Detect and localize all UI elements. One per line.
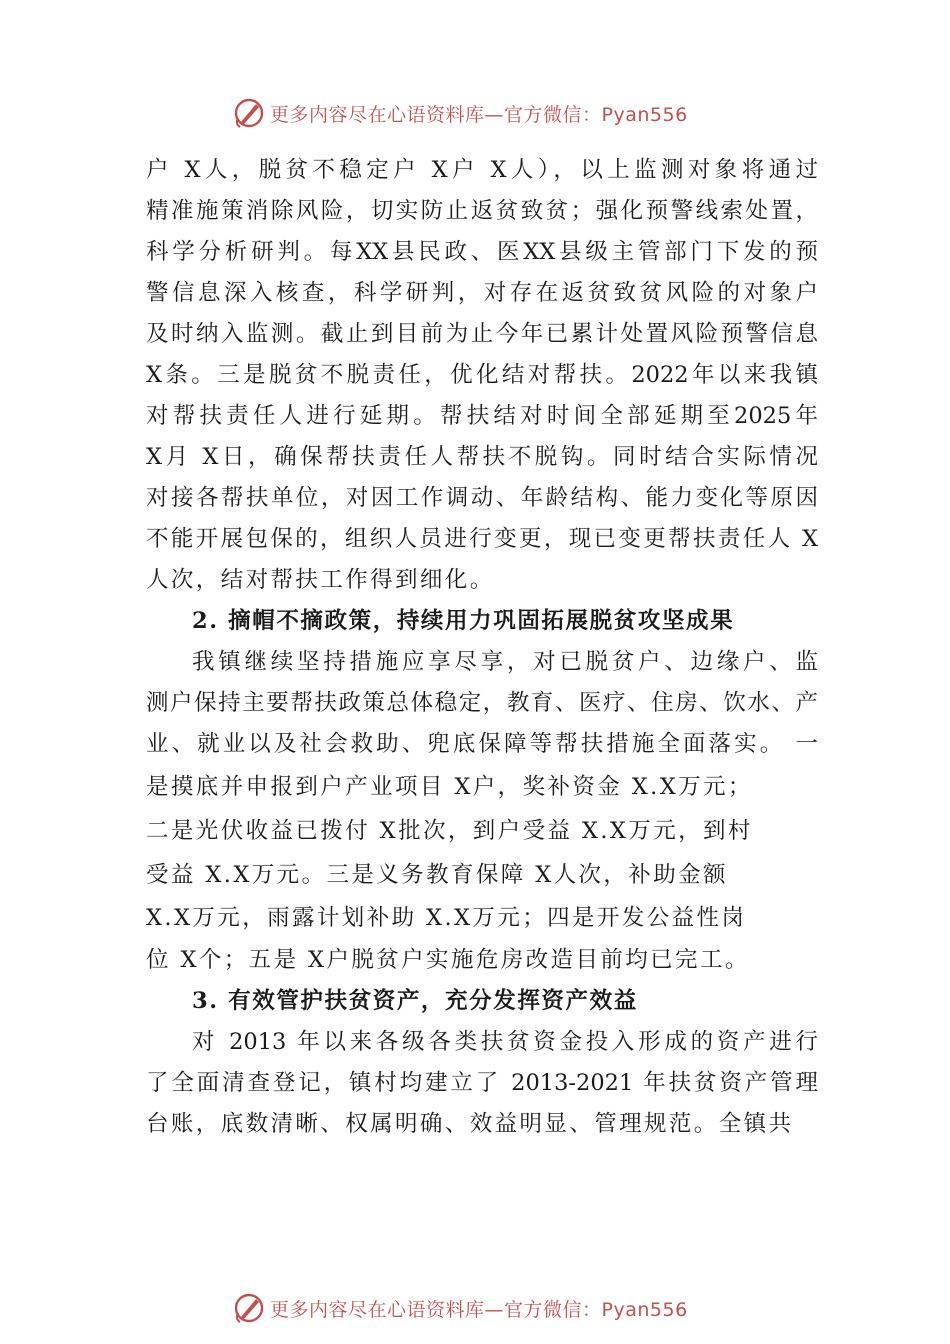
text-line: 对接各帮扶单位，对因工作调动、年龄结构、能力变化等原因	[146, 485, 818, 511]
text-line: 二是光伏收益已拨付 X批次，到户受益 X.X万元，到村	[146, 818, 753, 844]
text-line: 对帮扶责任人进行延期。帮扶结对时间全部延期至2025年	[146, 403, 818, 429]
text-line: 警信息深入核查，科学研判，对存在返贫致贫风险的对象户	[146, 280, 818, 306]
pen-circle-logo-icon	[232, 1291, 266, 1325]
text-line: 对 2013 年以来各级各类扶贫资金投入形成的资产进行	[192, 1029, 818, 1055]
text-line: 测户保持主要帮扶政策总体稳定，教育、医疗、住房、饮水、产	[146, 690, 818, 716]
text-line: 及时纳入监测。截止到目前为止今年已累计处置风险预警信息	[146, 321, 818, 347]
text-line: 精准施策消除风险，切实防止返贫致贫；强化预警线索处置，	[146, 198, 818, 224]
text-line: 位 X个；五是 X户脱贫户实施危房改造目前均已完工。	[146, 947, 750, 973]
text-line: 科学分析研判。每XX县民政、医XX县级主管部门下发的预	[146, 239, 818, 265]
text-line: 了全面清查登记，镇村均建立了 2013-2021 年扶贫资产管理	[146, 1070, 818, 1096]
text-line: 人次，结对帮扶工作得到细化。	[146, 567, 495, 593]
header-watermark	[232, 96, 732, 130]
text-line: 受益 X.X万元。三是义务教育保障 X人次，补助金额	[146, 862, 728, 888]
text-line: X月 X日，确保帮扶责任人帮扶不脱钩。同时结合实际情况	[146, 444, 818, 470]
section-heading-2: 2. 摘帽不摘政策，持续用力巩固拓展脱贫攻坚成果	[192, 608, 735, 634]
text-line: 是摸底并申报到户产业项目 X户，奖补资金 X.X万元；	[146, 774, 753, 800]
footer-watermark	[232, 1291, 732, 1325]
section-heading-3: 3. 有效管护扶贫资产，充分发挥资产效益	[192, 988, 638, 1014]
text-line: X.X万元，雨露计划补助 X.X万元；四是开发公益性岗	[146, 905, 747, 931]
watermark-text: 更多内容尽在心语资料库—官方微信：Pyan556	[270, 1298, 688, 1321]
text-line: 我镇继续坚持措施应享尽享，对已脱贫户、边缘户、监	[192, 649, 818, 675]
text-line: 户 X人，脱贫不稳定户 X户 X人），以上监测对象将通过	[146, 157, 818, 183]
watermark-text: 更多内容尽在心语资料库—官方微信：Pyan556	[270, 103, 688, 126]
text-line: 业、就业以及社会救助、兜底保障等帮扶措施全面落实。 一	[146, 731, 818, 757]
document-body	[146, 150, 818, 1145]
text-line: 台账，底数清晰、权属明确、效益明显、管理规范。全镇共	[146, 1111, 794, 1137]
pen-circle-logo-icon	[232, 96, 266, 130]
text-line: 不能开展包保的，组织人员进行变更，现已变更帮扶责任人 X	[146, 526, 818, 552]
text-line: X条。三是脱贫不脱责任，优化结对帮扶。2022年以来我镇	[146, 362, 818, 388]
